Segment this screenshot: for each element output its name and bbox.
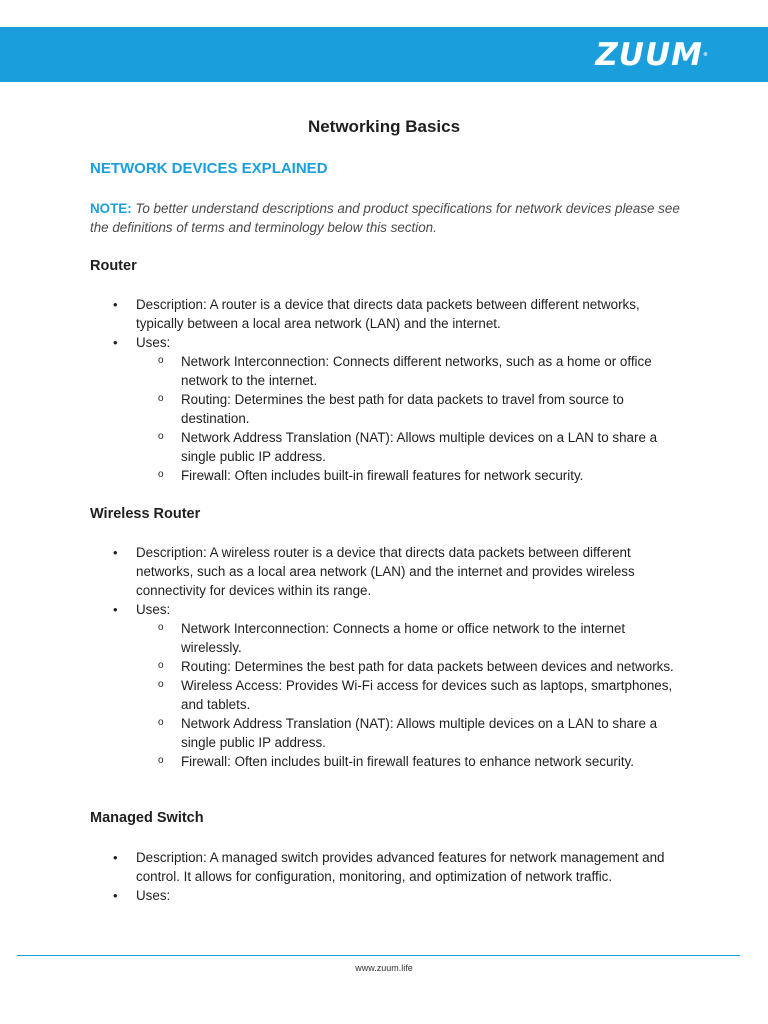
router-list [0,295,768,485]
managed-switch-list [0,848,768,905]
brand-name: ZUUM [595,37,703,73]
note-label: NOTE: [90,201,132,216]
header-bar [0,27,768,82]
wireless-router-use-item: o Network Interconnection: Connects a home or office network to the internet wirelessly. [0,619,677,657]
zuum-logo [595,38,708,72]
note-text: To better understand descriptions and product specifications for network devices please see the definitions of terms and terminology below this section. [90,201,680,235]
router-description: • Description: A router is a device that directs data packets between different networks, typically between a local area network (LAN) and the internet. [0,295,676,333]
wireless-router-uses-label: • Uses: [0,600,676,619]
section-heading: NETWORK DEVICES EXPLAINED [90,160,328,177]
wireless-router-heading: Wireless Router [90,506,201,522]
router-use-item: o Firewall: Often includes built-in firewall features for network security. [0,466,677,485]
wireless-router-use-item: o Firewall: Often includes built-in firewall features to enhance network security. [0,752,677,771]
footer-divider [17,955,740,956]
wireless-router-use-item: o Wireless Access: Provides Wi-Fi access for devices such as laptops, smartphones, and tablets. [0,676,677,714]
footer-url: www.zuum.life [355,963,413,973]
managed-switch-uses-label: • Uses: [0,886,676,905]
wireless-router-description: • Description: A wireless router is a device that directs data packets between different networks, such as a local area network (LAN) and the internet and provides wireless connectivity for devices within its range. [0,543,676,600]
wireless-router-use-item: o Routing: Determines the best path for data packets between devices and networks. [0,657,677,676]
note-paragraph [90,199,690,237]
router-use-item: o Network Interconnection: Connects different networks, such as a home or office network to the internet. [0,352,677,390]
router-use-item: o Routing: Determines the best path for data packets to travel from source to destination. [0,390,677,428]
managed-switch-description: • Description: A managed switch provides advanced features for network management and control. It allows for configuration, monitoring, and optimization of network traffic. [0,848,676,886]
router-uses-label: • Uses: [0,333,676,352]
router-heading: Router [90,258,137,274]
document-title: Networking Basics [307,117,461,136]
managed-switch-heading: Managed Switch [90,810,204,826]
wireless-router-list [0,543,768,771]
router-use-item: o Network Address Translation (NAT): Allows multiple devices on a LAN to share a single public IP address. [0,428,677,466]
wireless-router-use-item: o Network Address Translation (NAT): Allows multiple devices on a LAN to share a single public IP address. [0,714,677,752]
trademark-mark: ® [703,52,708,58]
